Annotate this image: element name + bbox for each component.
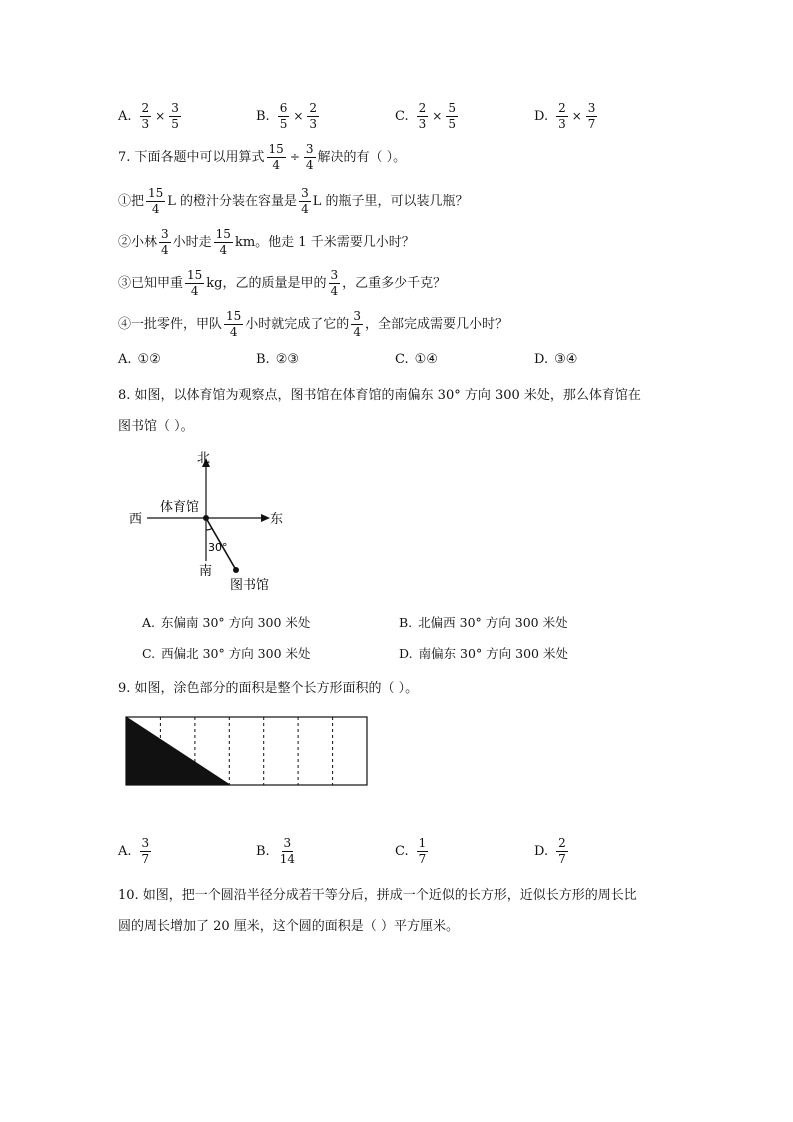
q9-option-c[interactable]: C. $\frac{1}{7}$	[395, 836, 427, 866]
south-label: 南	[199, 564, 213, 579]
divide-sign: ÷	[289, 150, 300, 165]
q7-option-a[interactable]: A. ①②	[118, 352, 161, 367]
east-arrow-icon	[261, 514, 270, 522]
rectangle-figure	[124, 715, 370, 787]
q9-stem: 9. 如图，涂色部分的面积是整个长方形面积的（ ）。	[118, 681, 419, 696]
q9-option-a[interactable]: A. $\frac{3}{7}$	[118, 836, 150, 866]
q8-option-c[interactable]: C. 西偏北 30° 方向 300 米处	[142, 645, 311, 661]
q6-option-c[interactable]: C. $\frac{2}{3}$ × $\frac{5}{5}$	[395, 101, 456, 131]
library-label: 图书馆	[230, 578, 270, 593]
q7-fraction-2: $\frac{3}{4}$	[305, 142, 314, 172]
q6-option-d[interactable]: D. $\frac{2}{3}$ × $\frac{3}{7}$	[534, 101, 596, 131]
q7-fraction-1: $\frac{15}{4}$	[268, 142, 284, 172]
q7-option-d[interactable]: D. ③④	[534, 352, 578, 367]
fraction: $\frac{1}{7}$	[418, 836, 427, 866]
fraction: $\frac{2}{7}$	[558, 836, 566, 866]
q7-statement-1: ①把 $\frac{15}{4}$ L 的橙汁分装在容量是 $\frac{3}{4}$ L 的瓶子里，可以装几瓶？	[118, 186, 469, 216]
q7-option-c[interactable]: C. ①④	[395, 352, 438, 367]
stadium-label: 体育馆	[160, 500, 200, 515]
q10-stem-line1: 10. 如图，把一个圆沿半径分成若干等分后，拼成一个近似的长方形，近似长方形的周长比	[118, 888, 637, 903]
q8-option-a[interactable]: A. 东偏南 30° 方向 300 米处	[142, 614, 311, 630]
q8-stem-line1: 8. 如图，以体育馆为观察点，图书馆在体育馆的南偏东 30° 方向 300 米处，那么体育馆在	[118, 388, 641, 403]
east-label: 东	[270, 512, 284, 527]
q10-stem-line2: 圆的周长增加了 20 厘米，这个圆的面积是（ ）平方厘米。	[118, 919, 459, 934]
stadium-point	[203, 515, 209, 521]
q8-stem-line2: 图书馆（ ）。	[118, 419, 194, 434]
fraction: $\frac{6}{5}$	[279, 101, 288, 131]
q7-stem-text-end: 解决的有（ ）。	[317, 149, 407, 165]
q8-option-d[interactable]: D. 南偏东 30° 方向 300 米处	[399, 645, 568, 661]
q7-option-b[interactable]: B. ②③	[256, 352, 299, 367]
fraction: $\frac{3}{7}$	[587, 101, 596, 131]
q7-statement-4: ④一批零件，甲队 $\frac{15}{4}$ 小时就完成了它的 $\frac{3}{4}$ ，全部完成需要几小时？	[118, 309, 508, 339]
q7-stem-text: 7. 下面各题中可以用算式	[118, 149, 265, 165]
fraction: $\frac{2}{3}$	[141, 101, 150, 131]
q7-stem	[118, 143, 406, 171]
q7-statement-2: ②小林 $\frac{3}{4}$ 小时走 $\frac{15}{4}$ km。他走 1 千米需要几小时？	[118, 227, 415, 257]
q6-option-b[interactable]: B. $\frac{6}{5}$ × $\frac{2}{3}$	[256, 101, 318, 131]
q7-statement-3: ③已知甲重 $\frac{15}{4}$ kg，乙的质量是甲的 $\frac{3}{4}$ ，乙重多少千克？	[118, 268, 447, 298]
west-label: 西	[129, 512, 143, 527]
fraction: $\frac{2}{3}$	[418, 101, 427, 131]
fraction: $\frac{5}{5}$	[448, 101, 456, 131]
direction-diagram	[120, 445, 300, 597]
library-point	[233, 567, 239, 573]
angle-label: 30°	[208, 541, 228, 554]
fraction: $\frac{3}{14}$	[279, 836, 295, 866]
fraction: $\frac{3}{5}$	[171, 101, 179, 131]
north-label: 北	[197, 451, 211, 466]
fraction: $\frac{3}{7}$	[141, 836, 150, 866]
q9-option-d[interactable]: D. $\frac{2}{7}$	[534, 836, 566, 866]
angle-arc	[206, 528, 212, 530]
q6-option-a[interactable]: A. $\frac{2}{3}$ × $\frac{3}{5}$	[118, 101, 179, 131]
q9-option-b[interactable]: B. $\frac{3}{14}$	[256, 836, 295, 866]
fraction: $\frac{2}{3}$	[309, 101, 318, 131]
fraction: $\frac{2}{3}$	[558, 101, 566, 131]
q8-option-b[interactable]: B. 北偏西 30° 方向 300 米处	[399, 614, 568, 630]
